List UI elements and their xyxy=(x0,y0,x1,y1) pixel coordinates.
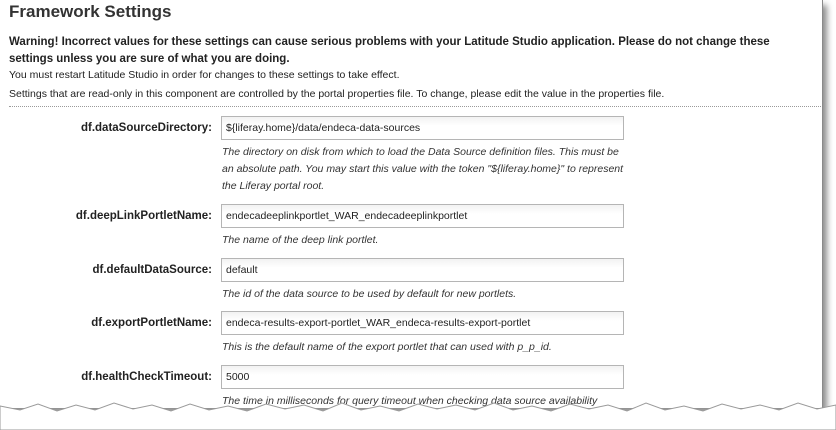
setting-label: df.deepLinkPortletName: xyxy=(75,210,212,222)
export-portlet-name-input[interactable] xyxy=(221,311,624,335)
setting-description: The directory on disk from which to load the Data Source definition files. This must be an absolute path. You may start this value with the token "${liferay.home}" to represent the Liferay portal root. xyxy=(222,146,624,192)
torn-edge-decoration xyxy=(0,398,836,430)
setting-label: df.defaultDataSource: xyxy=(92,264,212,276)
restart-note: You must restart Latitude Studio in order for changes to these settings to take effect. xyxy=(9,69,400,81)
readonly-note: Settings that are read-only in this component are controlled by the portal properties file. To change, please edit the value in the properties file. xyxy=(9,88,665,100)
deep-link-portlet-name-input[interactable] xyxy=(221,204,624,228)
section-divider xyxy=(9,106,821,107)
default-data-source-input[interactable] xyxy=(221,258,624,282)
warning-message: Warning! Incorrect values for these settings can cause serious problems with your Latitude Studio application. Please do not change these settings unless you are sure of what you are doing. xyxy=(9,36,770,65)
setting-label: df.healthCheckTimeout: xyxy=(81,371,212,383)
setting-description: The time in milliseconds for query timeout when checking data source availability xyxy=(222,395,598,407)
data-source-directory-input[interactable] xyxy=(221,116,624,140)
health-check-timeout-input[interactable] xyxy=(221,365,624,389)
setting-description: The id of the data source to be used by default for new portlets. xyxy=(222,288,517,300)
setting-description: The name of the deep link portlet. xyxy=(222,234,379,246)
setting-label: df.exportPortletName: xyxy=(91,317,212,329)
page-title: Framework Settings xyxy=(9,2,172,21)
setting-description: This is the default name of the export portlet that can used with p_p_id. xyxy=(222,341,552,353)
setting-label: df.dataSourceDirectory: xyxy=(80,122,212,134)
